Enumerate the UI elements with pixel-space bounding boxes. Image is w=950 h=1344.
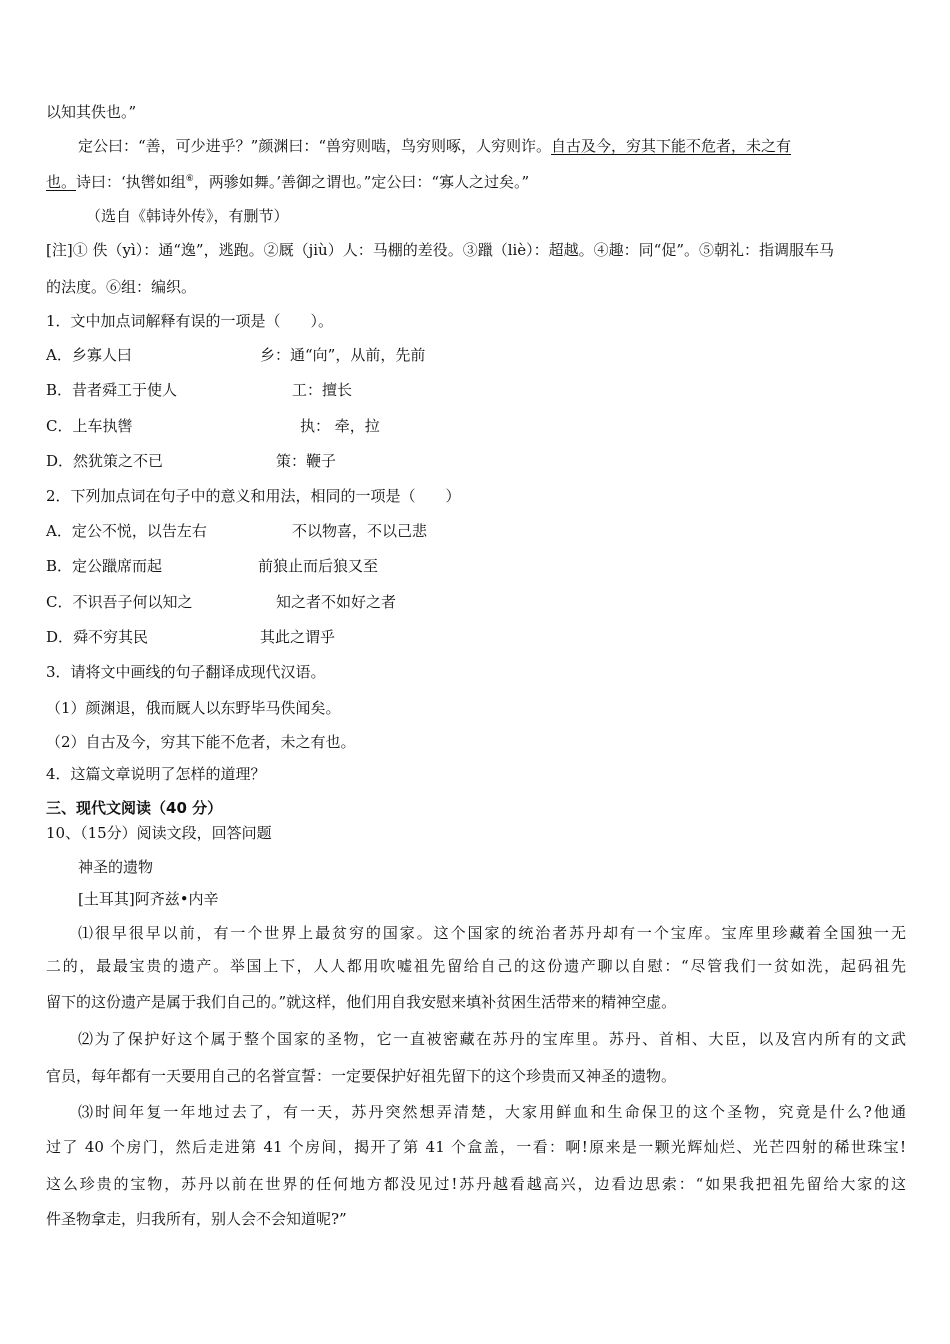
q2-stem: 2．下列加点词在句子中的意义和用法，相同的一项是（ ）: [46, 487, 461, 505]
underlined-sentence-part-2: 也。: [46, 173, 77, 191]
paragraph-2-line-2: 官员，每年都有一天要用自己的名誉宣誓：一定要保护好祖先留下的这个珍贵而又神圣的遗物。: [46, 1067, 677, 1085]
paragraph-1-line-2: 二的，最最宝贵的遗产。举国上下，人人都用吹嘘祖先留给自己的这份遗产聊以自慰：“尽管我们一贫如洗，起码祖先: [46, 957, 906, 975]
q4-stem: 4．这篇文章说明了怎样的道理？: [46, 765, 266, 783]
passage-line-2: [78, 135, 906, 157]
q2-option-a-left: A．定公不悦，以告左右: [46, 522, 207, 540]
passage-line-2-text: 定公曰：“善，可少进乎？”颜渊曰：“兽穷则啮，鸟穷则啄，人穷则诈。: [78, 137, 552, 155]
section-title: 三、现代文阅读（40 分）: [46, 799, 223, 817]
story-author: [土耳其]阿齐兹•内辛: [78, 890, 219, 908]
paragraph-2-line-1: ⑵为了保护好这个属于整个国家的圣物，它一直被密藏在苏丹的宝库里。苏丹、首相、大臣，以及宫内所有的文武: [78, 1030, 906, 1048]
q1-option-d-right: 策：鞭子: [276, 452, 337, 470]
paragraph-3-line-4: 件圣物拿走，归我所有，别人会不会知道呢?”: [46, 1210, 347, 1228]
notes-line-1: [注]① 佚（yì）：通“逸”，逃跑。②厩（jiù）人：马棚的差役。③躐（liè）：超越。④趣：同“促”。⑤朝礼：指调服车马: [46, 241, 835, 259]
q1-option-d-left: D．然犹策之不已: [46, 452, 164, 470]
passage-line-3: [46, 171, 906, 193]
q2-option-b-left: B．定公躐席而起: [46, 557, 163, 575]
q1-option-c-left: C．上车执辔: [46, 417, 133, 435]
q1-option-a-right: 乡：通“向”，从前，先前: [260, 346, 426, 364]
paragraph-1-line-3: 留下的这份遗产是属于我们自己的。”就这样，他们用自我安慰来填补贫困生活带来的精神空虚。: [46, 993, 677, 1011]
q1-option-b-right: 工：擅长: [292, 381, 353, 399]
q2-option-c-left: C．不识吾子何以知之: [46, 593, 193, 611]
q2-option-d-right: 其此之谓乎: [260, 628, 336, 646]
notes-line-2: 的法度。⑥组：编织。: [46, 278, 197, 296]
footnote-marker: ⑥: [185, 174, 194, 184]
paragraph-3-line-3: 这么珍贵的宝物，苏丹以前在世界的任何地方都没见过!苏丹越看越高兴，边看边思索：“如果我把祖先留给大家的这: [46, 1175, 906, 1193]
paragraph-3-line-1: ⑶时间年复一年地过去了，有一天，苏丹突然想弄清楚，大家用鲜血和生命保卫的这个圣物，究竟是什么?他通: [78, 1103, 906, 1121]
q1-option-c-right: 执： 牵，拉: [300, 417, 380, 435]
q3-stem: 3．请将文中画线的句子翻译成现代汉语。: [46, 663, 326, 681]
paragraph-3-line-2: 过了 40 个房门，然后走进第 41 个房间，揭开了第 41 个盒盖，一看：啊!原来是一颗光辉灿烂、光芒四射的稀世珠宝!: [46, 1138, 906, 1156]
q3-sentence-2: （2）自古及今，穷其下能不危者，未之有也。: [46, 733, 356, 751]
q1-option-b-left: B．昔者舜工于使人: [46, 381, 178, 399]
q1-option-a-left: A．乡寡人曰: [46, 346, 132, 364]
underlined-sentence-part-1: 自古及今，穷其下能不危者，未之有: [551, 137, 792, 155]
story-title: 神圣的遗物: [78, 858, 154, 876]
passage-line-1: 以知其佚也。”: [46, 103, 137, 121]
passage-line-3-text-a: 诗曰：‘执辔如组: [76, 173, 186, 191]
q2-option-a-right: 不以物喜，不以己悲: [292, 522, 428, 540]
passage-line-3-text-b: ，两骖如舞。’善御之谓也。”定公曰：“寡人之过矣。”: [193, 173, 530, 191]
paragraph-1-line-1: ⑴很早很早以前，有一个世界上最贫穷的国家。这个国家的统治者苏丹却有一个宝库。宝库里珍藏着全国独一无: [78, 924, 906, 942]
q1-stem: 1．文中加点词解释有误的一项是（ ）。: [46, 312, 334, 330]
q3-sentence-1: （1）颜渊退，俄而厩人以东野毕马佚闻矣。: [46, 699, 341, 717]
q2-option-d-left: D．舜不穷其民: [46, 628, 149, 646]
passage-source: （选自《韩诗外传》，有删节）: [86, 207, 289, 225]
q2-option-c-right: 知之者不如好之者: [276, 593, 397, 611]
q2-option-b-right: 前狼止而后狼又至: [258, 557, 379, 575]
q10-stem: 10、（15分）阅读文段，回答问题: [46, 824, 272, 842]
